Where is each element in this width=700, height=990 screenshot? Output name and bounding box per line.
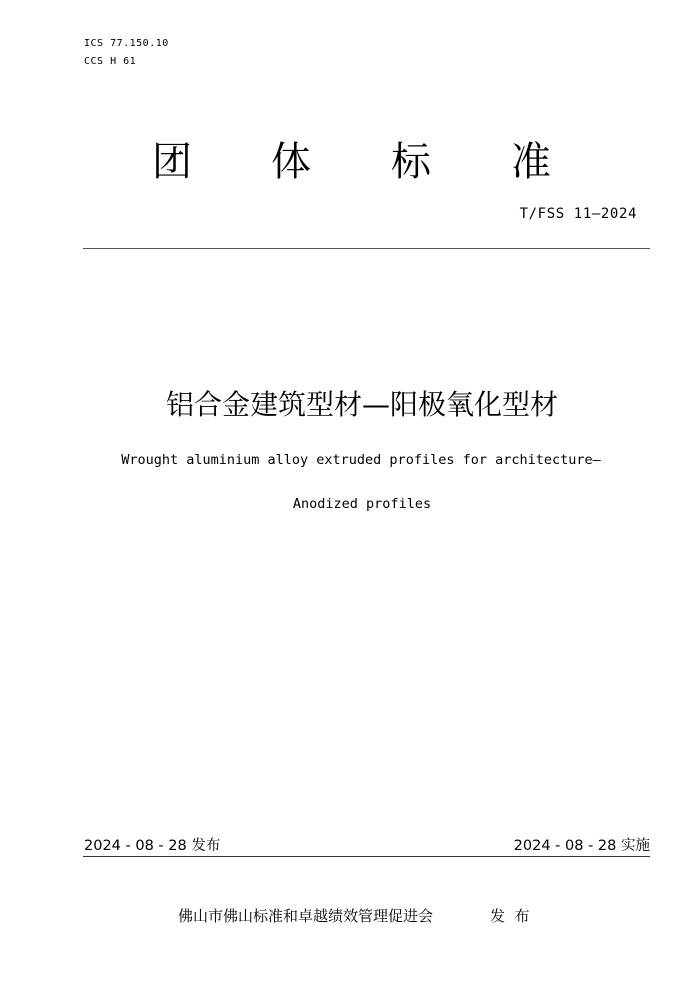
title-english-line2: Anodized profiles <box>292 496 432 512</box>
implementation-date: 2024 - 08 - 28 实施 <box>513 838 650 854</box>
standard-type-char: 准 <box>511 139 551 185</box>
standard-type-heading <box>0 134 700 190</box>
title-chinese: 铝合金建筑型材—阳极氧化型材 <box>165 388 558 421</box>
standard-type-char: 团 <box>152 139 192 185</box>
publisher-name: 佛山市佛山标准和卓越绩效管理促进会 <box>178 907 434 925</box>
issue-date: 2024 - 08 - 28 发布 <box>84 838 221 854</box>
header-divider <box>83 248 650 249</box>
ccs-code: CCS H 61 <box>84 56 137 67</box>
publish-label: 发 布 <box>490 907 530 925</box>
ics-code: ICS 77.150.10 <box>84 38 169 49</box>
date-divider <box>83 856 650 857</box>
title-english-line1: Wrought aluminium alloy extruded profiles for architecture— <box>121 452 601 468</box>
standard-type-char: 体 <box>271 139 311 185</box>
standard-number: T/FSS 11—2024 <box>519 206 637 222</box>
standard-type-char: 标 <box>391 139 431 185</box>
